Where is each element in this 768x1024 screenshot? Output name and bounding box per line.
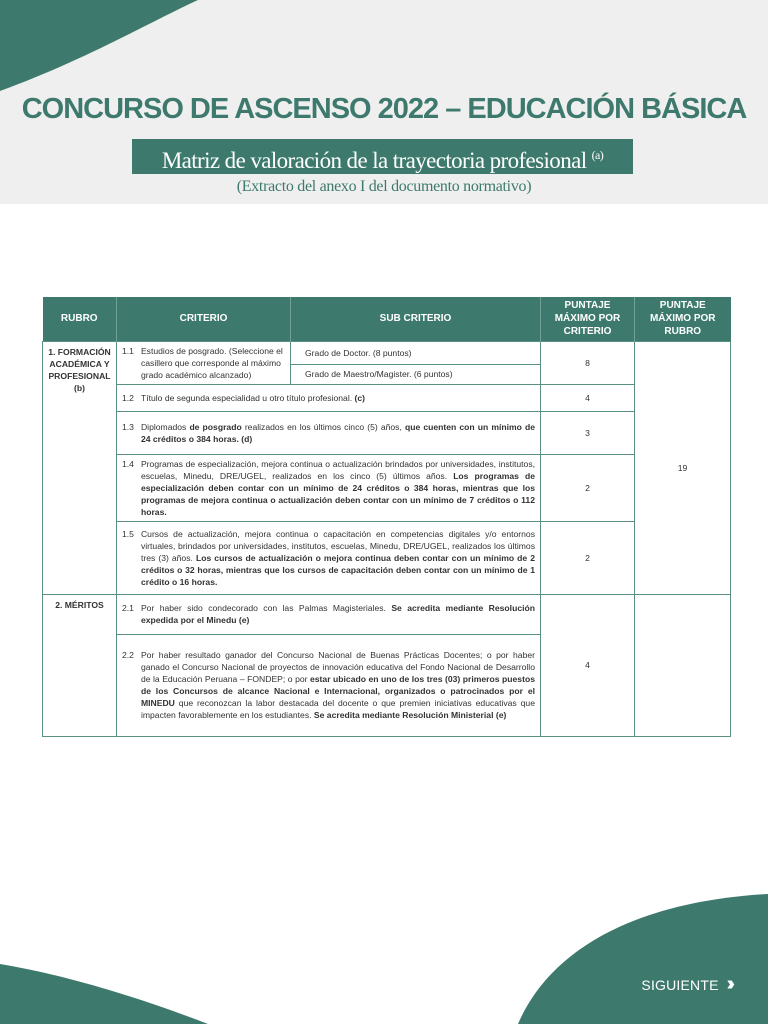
criterio-number: 1.2 — [122, 392, 134, 403]
criterio-number: 1.5 — [122, 528, 134, 539]
criterio-text — [141, 602, 535, 626]
criterio-text — [141, 458, 535, 518]
header-criterio: CRITERIO — [117, 297, 291, 341]
table-row — [43, 594, 731, 634]
criterio-text-b: de posgrado — [189, 421, 242, 432]
criterio-text — [141, 528, 535, 588]
criterio-text: Estudios de posgrado. (Seleccione el casillero que corresponde al máximo grado académico alcanzado) — [140, 345, 283, 380]
extract-note: (Extracto del anexo I del documento normativo) — [236, 178, 532, 195]
max-criterio-1-2: 4 — [541, 384, 635, 411]
max-rubro-2 — [635, 594, 731, 736]
max-criterio-2: 4 — [541, 594, 635, 736]
criterio-text — [141, 392, 535, 404]
criterio-number: 1.1 — [122, 345, 134, 356]
subcriterio-maestro: Grado de Maestro/Magister. (6 puntos) — [291, 365, 541, 384]
criterio-text-a: Cursos de actualización, mejora continua o capacitación en competencias digitales y/o entornos virtuales, brindados por universidades, institutos, escuelas, Minedu, DRE/UGEL, realizados los últimos tres (3) años. — [140, 528, 535, 563]
criterio-1-1 — [117, 341, 291, 384]
valuation-matrix-table — [42, 297, 731, 737]
subtitle-note: (a) — [591, 148, 604, 162]
corner-decoration-bottom-right — [518, 894, 768, 1024]
max-criterio-1-4: 2 — [541, 454, 635, 521]
table-row — [43, 454, 731, 521]
next-button[interactable] — [641, 973, 730, 996]
criterio-text-a: Programas de especialización, mejora continua o actualización brindados por universidades, institutos, escuelas, Minedu, DRE/UGEL, realizados en los cinco (5) últimos años. — [140, 458, 535, 481]
criterio-1-4 — [117, 454, 541, 521]
criterio-text-a: Diplomados — [140, 421, 187, 432]
double-chevron-right-icon: ›› — [726, 973, 730, 995]
rubro-meritos: 2. MÉRITOS — [43, 594, 117, 736]
criterio-text-c: que reconozcan la labor destacada del docente o que premien iniciativas educativas que impacten favorablemente en los estudiantes. — [140, 698, 535, 720]
corner-decoration-top-left — [0, 0, 200, 92]
max-criterio-1-5: 2 — [541, 521, 635, 594]
criterio-2-1 — [117, 594, 541, 634]
criterio-number: 2.2 — [122, 650, 134, 660]
rubro-label: 1. FORMACIÓN ACADÉMICA Y PROFESIONAL — [48, 346, 111, 381]
table-row — [43, 384, 731, 411]
criterio-text-b: Los programas de especialización deben contar con un mínimo de 24 créditos o 384 horas, mientras que los programas de mejora continua o actualización deben contar con un mínimo de 7 créditos o 112 horas. — [140, 470, 536, 517]
table-row — [43, 341, 731, 365]
header-rubro: RUBRO — [43, 297, 117, 341]
page-subtitle — [132, 139, 633, 174]
max-criterio-1-3: 3 — [541, 411, 635, 454]
subcriterio-doctor: Grado de Doctor. (8 puntos) — [291, 341, 541, 365]
criterio-text — [141, 649, 535, 721]
table-row — [43, 411, 731, 454]
criterio-text-c: realizados en los últimos cinco (5) años, — [244, 421, 402, 432]
criterio-text-b: Se acredita mediante Resolución expedida por el Minedu (e) — [140, 603, 535, 625]
header-max-rubro: PUNTAJE MÁXIMO POR RUBRO — [635, 297, 731, 341]
criterio-2-2 — [117, 634, 541, 736]
page-title: CONCURSO DE ASCENSO 2022 – EDUCACIÓN BÁSICA — [21, 93, 747, 125]
criterio-text-plain: Título de segunda especialidad u otro título profesional. — [140, 392, 353, 403]
criterio-text-bold: (c) — [354, 392, 366, 403]
criterio-1-5 — [117, 521, 541, 594]
table-row — [43, 521, 731, 594]
next-label: SIGUIENTE — [641, 976, 719, 993]
header-max-criterio: PUNTAJE MÁXIMO POR CRITERIO — [541, 297, 635, 341]
criterio-text-b: Los cursos de actualización o mejora continua deben contar con un mínimo de 2 créditos o 32 horas, mientras que los cursos de capacitación deben contar con un mínimo de 1 crédito o 16 horas. — [140, 552, 535, 587]
max-rubro-1: 19 — [635, 341, 731, 594]
rubro-note: (b) — [74, 382, 85, 393]
header-subcriterio: SUB CRITERIO — [291, 297, 541, 341]
criterio-text-b: estar ubicado en uno de los tres (03) primeros puestos de los Concursos de alcance Nacional e Internacional, organizados o patrocinados por el MINEDU — [140, 674, 535, 708]
max-criterio-1-1: 8 — [541, 341, 635, 384]
corner-decoration-bottom-left — [0, 924, 210, 1024]
criterio-text-d: Se acredita mediante Resolución Ministerial (e) — [313, 710, 507, 720]
rubro-formacion — [43, 341, 117, 594]
table-header-row — [43, 297, 731, 341]
criterio-text — [141, 421, 535, 445]
criterio-text-a: Por haber resultado ganador del Concurso Nacional de Buenas Prácticas Docentes; o por haber ganado el Concurso Nacional de proyectos de innovación educativa del Fondo Nacional de Desarrollo de la Educación Peruana – FONDEP; o por — [140, 650, 535, 684]
subtitle-text: Matriz de valoración de la trayectoria profesional — [161, 148, 587, 173]
criterio-number: 1.3 — [122, 421, 134, 432]
criterio-number: 2.1 — [122, 603, 134, 613]
criterio-text-a: Por haber sido condecorado con las Palmas Magisteriales. — [140, 603, 386, 613]
criterio-1-2 — [117, 384, 541, 411]
criterio-number: 1.4 — [122, 458, 134, 469]
criterio-1-3 — [117, 411, 541, 454]
criterio-text-d: que cuenten con un mínimo de 24 créditos o 384 horas. (d) — [140, 421, 536, 444]
